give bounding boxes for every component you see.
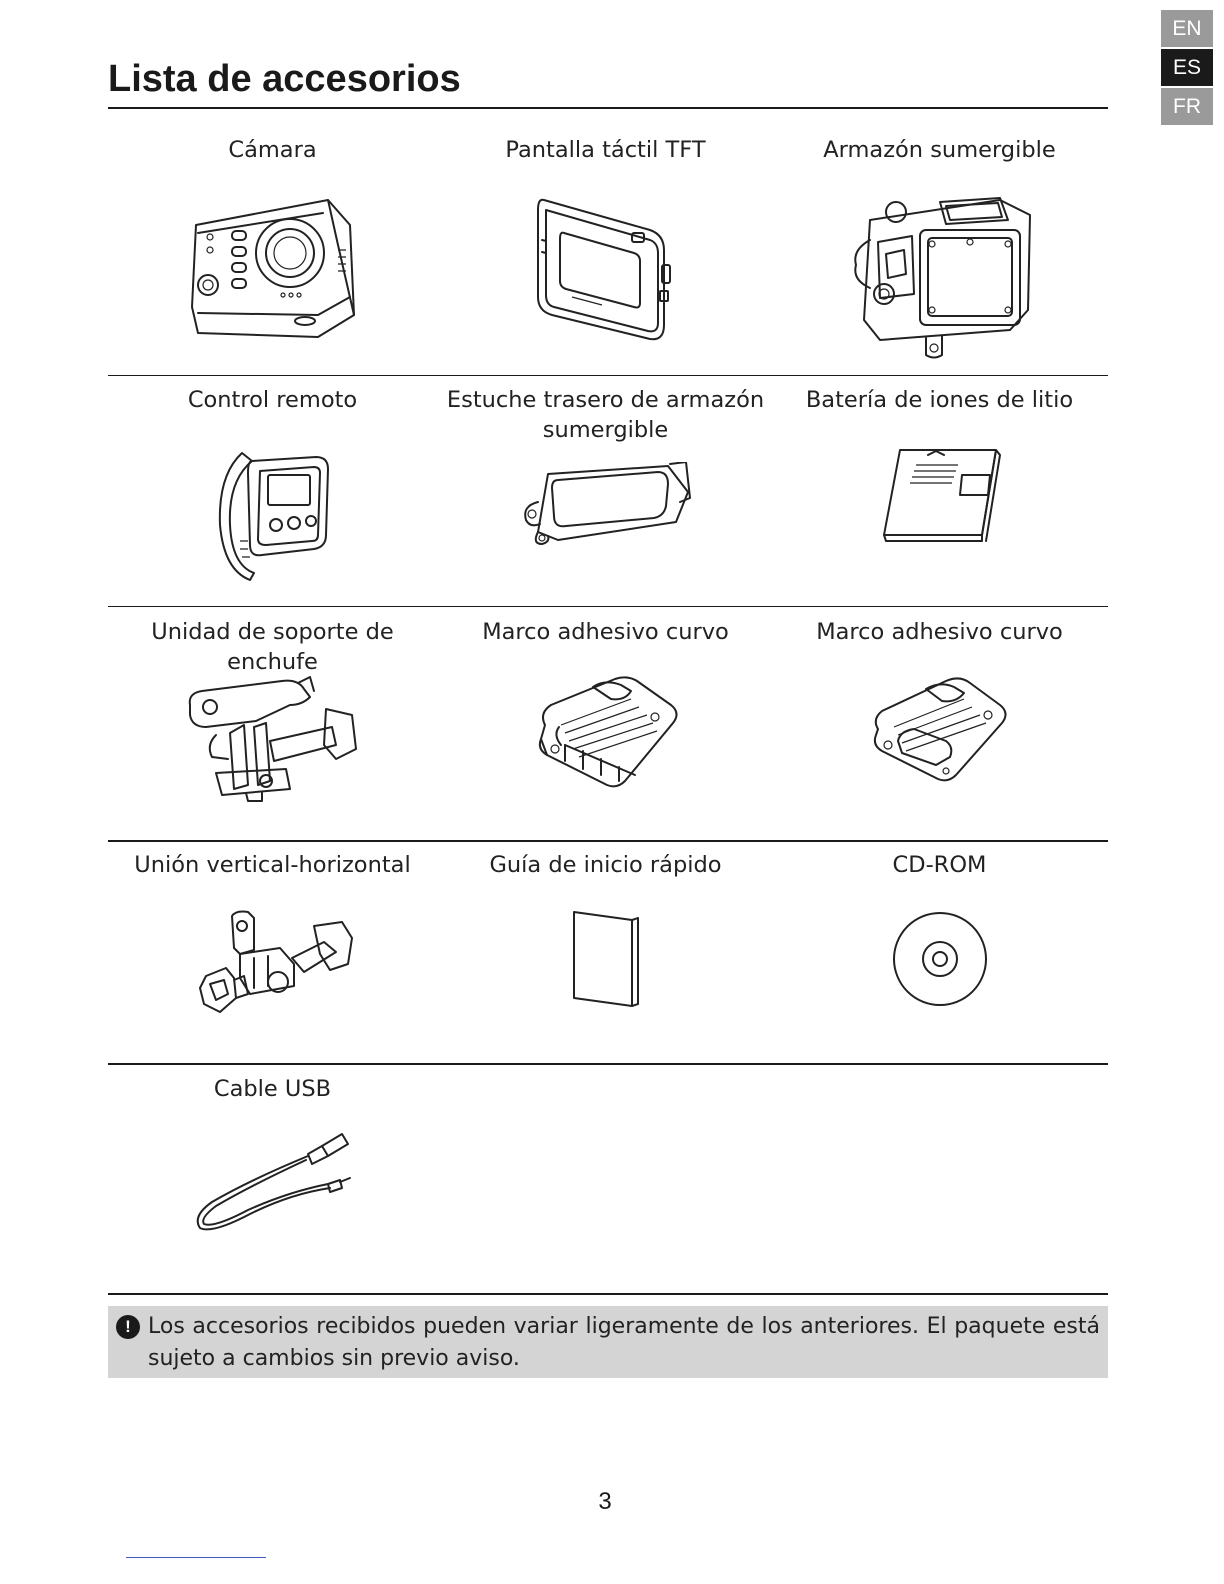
accessory-pivot-arm bbox=[106, 850, 439, 880]
accessory-back-case bbox=[439, 385, 772, 445]
page-title: Lista de accesorios bbox=[108, 58, 461, 100]
accessory-label: Marco adhesivo curvo bbox=[482, 619, 729, 645]
exclamation-icon: ! bbox=[116, 1315, 140, 1339]
accessory-cd-rom bbox=[773, 850, 1106, 880]
accessory-flat-adhesive bbox=[773, 617, 1106, 647]
wrist-remote-icon bbox=[212, 445, 337, 585]
accessory-label: Control remoto bbox=[187, 387, 358, 413]
accessory-label: Unión vertical-horizontal bbox=[134, 852, 411, 878]
notice-box bbox=[108, 1306, 1108, 1378]
lang-tab-es[interactable]: ES bbox=[1161, 49, 1213, 86]
accessory-label: Cable USB bbox=[213, 1076, 332, 1102]
row-divider bbox=[108, 606, 1108, 607]
page-number: 3 bbox=[598, 1488, 612, 1515]
cd-rom-icon bbox=[891, 910, 989, 1008]
housing-back-case-icon bbox=[518, 462, 693, 547]
title-rule bbox=[108, 107, 1108, 109]
row-divider bbox=[108, 375, 1108, 376]
quick-guide-icon bbox=[570, 908, 642, 1010]
accessory-label: CD-ROM bbox=[892, 852, 987, 878]
accessory-label: Marco adhesivo curvo bbox=[816, 619, 1063, 645]
flat-adhesive-mount-icon bbox=[870, 675, 1010, 785]
pivot-arm-icon bbox=[196, 908, 356, 1016]
waterproof-housing-icon bbox=[850, 190, 1035, 360]
curved-adhesive-mount-icon bbox=[535, 675, 680, 793]
accessory-curved-adhesive bbox=[439, 617, 772, 647]
accessory-usb-cable bbox=[106, 1074, 439, 1104]
usb-cable-icon bbox=[190, 1130, 355, 1235]
accessory-label: Batería de iones de litio bbox=[805, 387, 1074, 413]
camera-icon bbox=[188, 195, 358, 340]
accessory-label: Guía de inicio rápido bbox=[489, 852, 722, 878]
accessory-camera bbox=[106, 135, 439, 165]
accessory-touchscreen bbox=[439, 135, 772, 165]
accessory-quick-guide bbox=[439, 850, 772, 880]
accessory-label: Cámara bbox=[228, 137, 317, 163]
buckle-mount-icon bbox=[186, 675, 358, 805]
notice-text: Los accesorios recibidos pueden variar ligeramente de los anteriores. El paquete está sujeto a cambios sin previo aviso. bbox=[148, 1314, 1100, 1371]
accessory-battery bbox=[773, 385, 1106, 415]
row-divider bbox=[108, 840, 1108, 842]
accessory-remote bbox=[106, 385, 439, 415]
accessory-label: Armazón sumergible bbox=[823, 137, 1056, 163]
lang-tab-fr[interactable]: FR bbox=[1161, 88, 1213, 125]
row-divider bbox=[108, 1063, 1108, 1065]
accessory-label: Estuche trasero de armazón sumergible bbox=[446, 387, 765, 443]
accessory-label: Unidad de soporte de enchufe bbox=[151, 619, 394, 675]
lang-tab-en[interactable]: EN bbox=[1161, 10, 1213, 47]
accessory-waterproof-housing bbox=[773, 135, 1106, 165]
accessory-label: Pantalla táctil TFT bbox=[505, 137, 706, 163]
accessory-buckle-mount bbox=[106, 617, 439, 677]
language-tabs bbox=[1161, 10, 1213, 127]
touchscreen-icon bbox=[532, 195, 677, 345]
footer-rule bbox=[126, 1557, 266, 1558]
battery-icon bbox=[878, 445, 1003, 545]
row-divider bbox=[108, 1293, 1108, 1295]
